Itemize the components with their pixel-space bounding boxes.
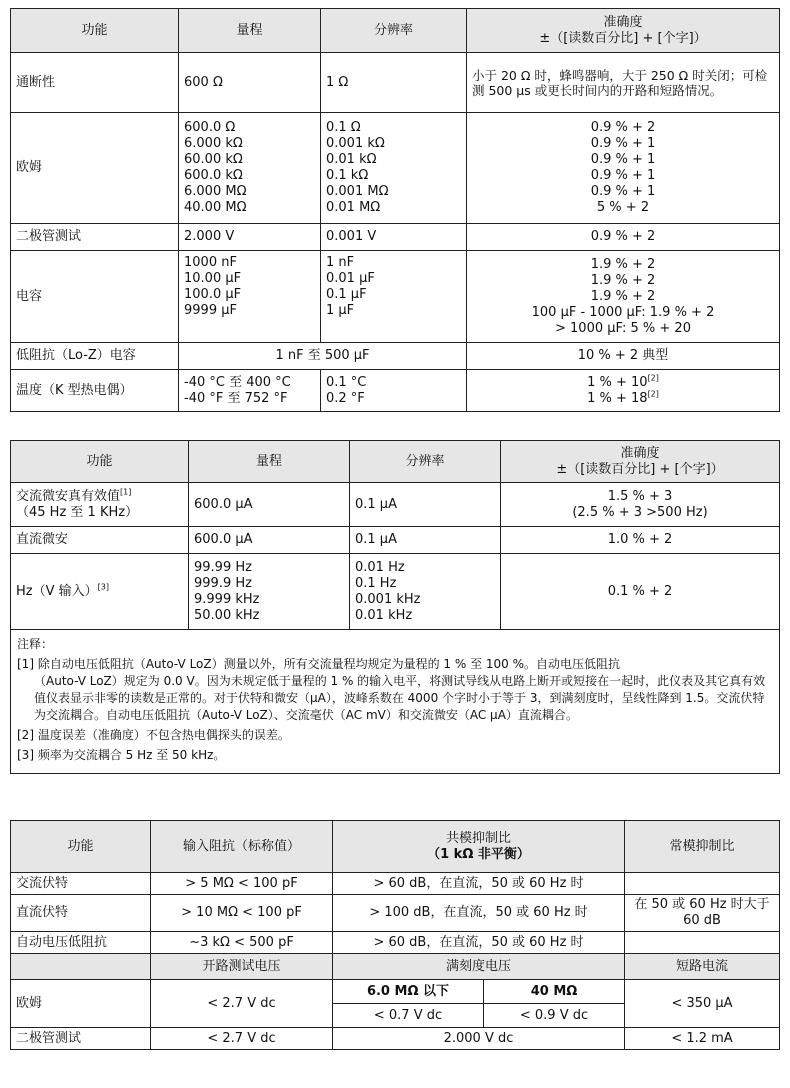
ac-ua-accuracy <box>501 483 780 527</box>
dc-volt-cmrr: > 100 dB，在直流，50 或 60 Hz 时 <box>333 895 625 932</box>
auto-v-nmrr <box>625 932 780 954</box>
hz-range: 99.99 Hz <box>194 559 252 575</box>
t3-ohm-label: 欧姆 <box>11 980 151 1028</box>
temperature-resolution: 0.2 °F <box>326 390 365 406</box>
ac-ua-label-text: 交流微安真有效值 <box>16 488 121 504</box>
ac-volt-impedance: > 5 MΩ < 100 pF <box>151 873 333 895</box>
header-cmrr <box>333 821 625 873</box>
hz-resolution: 0.01 Hz <box>355 559 405 575</box>
t3-ohm-open-voltage: < 2.7 V dc <box>151 980 333 1028</box>
auto-v-impedance: ~3 kΩ < 500 pF <box>151 932 333 954</box>
capacitance-range: 9999 µF <box>184 303 237 318</box>
auto-v-cmrr: > 60 dB，在直流，50 或 60 Hz 时 <box>333 932 625 954</box>
note-1: [1] 除自动电压低阻抗（Auto-V LoZ）测量以外，所有交流量程均规定为量程的 1 % 至 100 %。自动电压低阻抗 （Auto-V LoZ）规定为 0.0 V。因为未规定低于量程的 1 % 的输入电平，将测试导线从电路上断开或短接在一起时，此仪表及其它真有效值仪表显示非零的读数是正常的。对于伏特和微安（µA），波峰系数在 4000 个字时小于等于 3，到满刻度时，呈线性降到 1.5。交流伏特为交流耦合。自动电压低阻抗（Auto-V LoZ）、交流毫伏（AC mV）和交流微安（AC µA）直流耦合。 <box>17 657 766 722</box>
ohm-resolution: 0.001 kΩ <box>326 136 385 151</box>
ohm-label: 欧姆 <box>11 113 179 224</box>
hz-range: 999.9 Hz <box>194 575 252 591</box>
lowz-cap-label: 低阻抗（Lo-Z）电容 <box>11 343 179 370</box>
capacitance-resolution: 0.01 µF <box>326 271 375 286</box>
t3-diode-short-current: < 1.2 mA <box>625 1028 780 1050</box>
dc-volt-nmrr: 在 50 或 60 Hz 时大于 60 dB <box>625 895 780 932</box>
hz-resolution: 0.01 kHz <box>355 607 413 623</box>
temperature-accuracies <box>467 370 780 412</box>
ohm-range: 6.000 kΩ <box>184 136 243 151</box>
hz-label: Hz（V 输入）[3] <box>11 554 189 630</box>
t3-ohm-fs-2: < 0.9 V dc <box>484 1004 625 1028</box>
row-t3-diode <box>11 1028 780 1050</box>
header-accuracy-title: 准确度 <box>603 14 643 30</box>
ohm-resolution: 0.1 Ω <box>326 120 361 135</box>
ohm-resolutions <box>321 113 467 224</box>
ohm-resolution: 0.01 MΩ <box>326 200 381 215</box>
ohm-range: 6.000 MΩ <box>184 184 247 199</box>
diode-resolution: 0.001 V <box>321 224 467 251</box>
row-ac-volt <box>11 873 780 895</box>
notes-block <box>11 630 780 774</box>
ohm-resolution: 0.1 kΩ <box>326 168 369 183</box>
note-2: [2] 温度误差（准确度）不包含热电偶探头的误差。 <box>17 728 290 742</box>
capacitance-resolution: 0.1 µF <box>326 287 367 302</box>
ohm-range: 600.0 Ω <box>184 120 236 135</box>
capacitance-ranges <box>179 251 321 343</box>
ac-volt-cmrr: > 60 dB，在直流，50 或 60 Hz 时 <box>333 873 625 895</box>
row-diode <box>11 224 780 251</box>
ohm-range: 40.00 MΩ <box>184 200 247 215</box>
t3-diode-full-scale: 2.000 V dc <box>333 1028 625 1050</box>
ohm-range: 60.00 kΩ <box>184 152 243 167</box>
header-accuracy-sub: ±（[读数百分比] + [个字]） <box>556 461 724 477</box>
t3-diode-open-voltage: < 2.7 V dc <box>151 1028 333 1050</box>
ohm-resolution: 0.001 MΩ <box>326 184 389 199</box>
header-accuracy <box>501 441 780 483</box>
footnote-ref-2: [2] <box>647 389 659 399</box>
ac-volt-nmrr <box>625 873 780 895</box>
temperature-accuracy: 1 % + 10[2] <box>587 373 659 390</box>
row-auto-v <box>11 932 780 954</box>
capacitance-range: 10.00 µF <box>184 271 242 286</box>
sub-header-open-voltage: 开路测试电压 <box>151 954 333 980</box>
row-ohm <box>11 980 780 1004</box>
temperature-range: -40 °C 至 400 °C <box>184 374 291 390</box>
header-accuracy-title: 准确度 <box>620 445 660 461</box>
capacitance-accuracy: 1.9 % + 2 <box>590 256 656 272</box>
header-accuracy <box>467 9 780 53</box>
ac-volt-label: 交流伏特 <box>11 873 151 895</box>
dc-ua-resolution: 0.1 µA <box>350 527 501 554</box>
hz-range: 9.999 kHz <box>194 591 260 607</box>
lowz-cap-range: 1 nF 至 500 µF <box>179 343 467 370</box>
ohm-accuracies <box>467 113 780 224</box>
capacitance-range: 100.0 µF <box>184 287 242 302</box>
ohm-range: 600.0 kΩ <box>184 168 243 183</box>
header-cmrr-sub: （1 kΩ 非平衡） <box>427 846 530 862</box>
row-dc-volt <box>11 895 780 932</box>
ac-ua-accuracy-main: 1.5 % + 3 <box>607 488 673 504</box>
header-function: 功能 <box>11 821 151 873</box>
sub-header-short-current: 短路电流 <box>625 954 780 980</box>
header-resolution: 分辨率 <box>321 9 467 53</box>
ac-ua-label-freq: （45 Hz 至 1 KHz） <box>16 504 139 520</box>
footnote-ref-1: [1] <box>120 487 132 497</box>
capacitance-resolution: 1 µF <box>326 303 355 318</box>
continuity-note: 小于 20 Ω 时，蜂鸣器响，大于 250 Ω 时关闭；可检测 500 µs 或更长时间内的开路和短路情况。 <box>467 53 780 113</box>
ohm-resolution: 0.01 kΩ <box>326 152 377 167</box>
row-continuity <box>11 53 780 113</box>
hz-ranges <box>189 554 350 630</box>
sub-header-blank <box>11 954 151 980</box>
ohm-accuracy: 0.9 % + 1 <box>590 184 656 199</box>
header-resolution: 分辨率 <box>350 441 501 483</box>
dc-volt-impedance: > 10 MΩ < 100 pF <box>151 895 333 932</box>
t3-diode-label: 二极管测试 <box>11 1028 151 1050</box>
footnote-ref-2: [2] <box>647 373 659 383</box>
capacitance-accuracies <box>467 251 780 343</box>
header-input-impedance: 输入阻抗（标称值） <box>151 821 333 873</box>
hz-range: 50.00 kHz <box>194 607 260 623</box>
ohm-ranges <box>179 113 321 224</box>
header-function: 功能 <box>11 9 179 53</box>
capacitance-accuracy: 1.9 % + 2 <box>590 288 656 304</box>
ohm-accuracy: 0.9 % + 2 <box>590 120 656 135</box>
ac-ua-label <box>11 483 189 527</box>
sub-header-full-scale: 满刻度电压 <box>333 954 625 980</box>
t3-ohm-fs-header-1: 6.0 MΩ 以下 <box>333 980 484 1004</box>
t3-ohm-short-current: < 350 µA <box>625 980 780 1028</box>
capacitance-accuracy: 1.9 % + 2 <box>590 272 656 288</box>
dc-ua-label: 直流微安 <box>11 527 189 554</box>
row-sub-headers <box>11 954 780 980</box>
dc-ua-accuracy: 1.0 % + 2 <box>501 527 780 554</box>
header-cmrr-title: 共模抑制比 <box>446 830 512 846</box>
capacitance-resolutions <box>321 251 467 343</box>
ac-ua-accuracy-high: (2.5 % + 3 >500 Hz) <box>572 504 708 520</box>
row-ac-microamp <box>11 483 780 527</box>
hz-accuracy: 0.1 % + 2 <box>501 554 780 630</box>
ohm-accuracy: 0.9 % + 1 <box>590 168 656 183</box>
header-range: 量程 <box>179 9 321 53</box>
ohm-accuracy: 0.9 % + 1 <box>590 152 656 167</box>
dc-volt-label: 直流伏特 <box>11 895 151 932</box>
temperature-accuracy: 1 % + 18[2] <box>587 389 659 406</box>
ohm-accuracy: 0.9 % + 1 <box>590 136 656 151</box>
row-notes <box>11 630 780 774</box>
table-specs-2 <box>10 440 780 774</box>
lowz-cap-accuracy: 10 % + 2 典型 <box>467 343 780 370</box>
diode-accuracy: 0.9 % + 2 <box>467 224 780 251</box>
hz-resolution: 0.1 Hz <box>355 575 397 591</box>
ac-ua-range: 600.0 µA <box>189 483 350 527</box>
notes-title: 注释： <box>17 637 54 651</box>
continuity-label: 通断性 <box>11 53 179 113</box>
capacitance-accuracy: > 1000 µF: 5 % + 20 <box>555 320 691 336</box>
note-3: [3] 频率为交流耦合 5 Hz 至 50 kHz。 <box>17 748 226 762</box>
row-dc-microamp <box>11 527 780 554</box>
hz-resolutions <box>350 554 501 630</box>
row-temperature <box>11 370 780 412</box>
ohm-accuracy: 5 % + 2 <box>596 200 650 215</box>
header-range: 量程 <box>189 441 350 483</box>
row-lowz-capacitance <box>11 343 780 370</box>
capacitance-range: 1000 nF <box>184 255 237 270</box>
row-ohm <box>11 113 780 224</box>
diode-range: 2.000 V <box>179 224 321 251</box>
capacitance-resolution: 1 nF <box>326 255 355 270</box>
temperature-ranges <box>179 370 321 412</box>
ac-ua-resolution: 0.1 µA <box>350 483 501 527</box>
dc-ua-range: 600.0 µA <box>189 527 350 554</box>
diode-label: 二极管测试 <box>11 224 179 251</box>
row-hz <box>11 554 780 630</box>
capacitance-accuracy: 100 µF - 1000 µF: 1.9 % + 2 <box>531 304 715 320</box>
header-function: 功能 <box>11 441 189 483</box>
continuity-resolution: 1 Ω <box>321 53 467 113</box>
header-accuracy-sub: ±（[读数百分比] + [个字]） <box>539 30 707 46</box>
auto-v-label: 自动电压低阻抗 <box>11 932 151 954</box>
temperature-resolutions <box>321 370 467 412</box>
header-nmrr: 常模抑制比 <box>625 821 780 873</box>
capacitance-label: 电容 <box>11 251 179 343</box>
continuity-range: 600 Ω <box>179 53 321 113</box>
table-specs-3 <box>10 820 780 1050</box>
temperature-resolution: 0.1 °C <box>326 374 367 390</box>
table-specs-1 <box>10 8 780 412</box>
t3-ohm-fs-header-2: 40 MΩ <box>484 980 625 1004</box>
temperature-label: 温度（K 型热电偶） <box>11 370 179 412</box>
footnote-ref-3: [3] <box>97 582 109 592</box>
temperature-range: -40 °F 至 752 °F <box>184 390 288 406</box>
row-capacitance <box>11 251 780 343</box>
t3-ohm-fs-1: < 0.7 V dc <box>333 1004 484 1028</box>
hz-resolution: 0.001 kHz <box>355 591 421 607</box>
